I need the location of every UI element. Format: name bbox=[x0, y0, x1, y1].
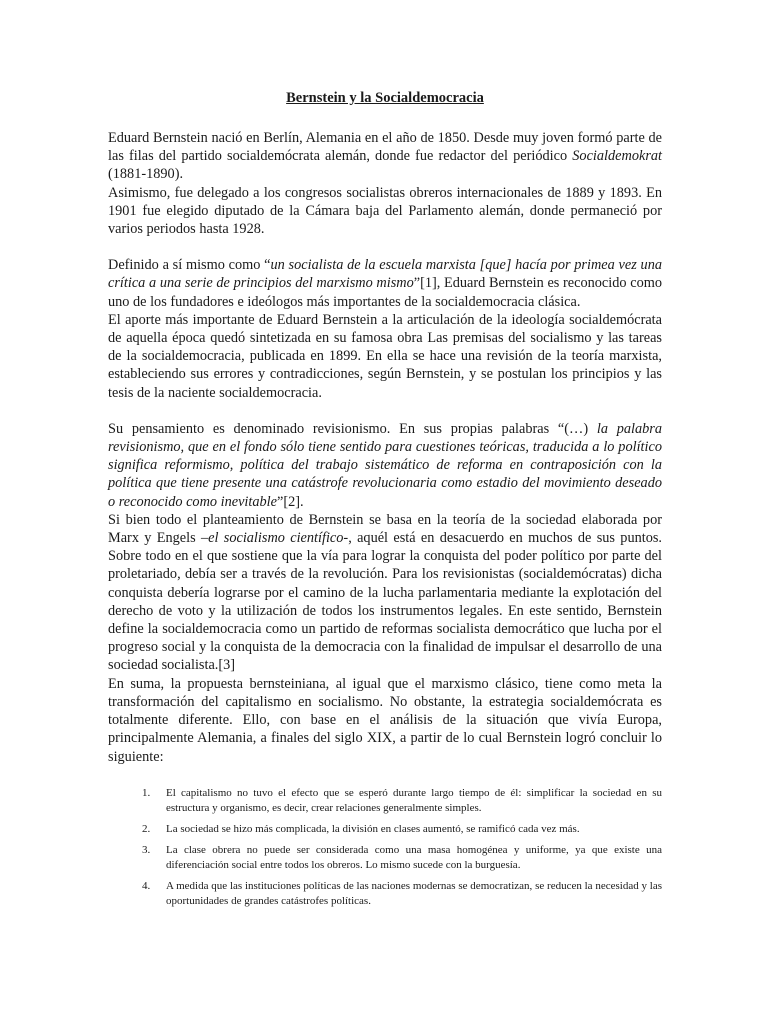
paragraph-spacer bbox=[108, 402, 662, 420]
paragraph-birth bbox=[108, 129, 662, 184]
paragraph-text: , aquél está en desacuerdo en muchos de sus puntos. Sobre todo en el que sostiene que la vía para lograr la conquista del poder político por parte del proletariado, debía ser a través de la revolución. Para los revisionistas (socialdemócratas) dicha conquista debería lograrse por el camino de la lucha parlamentaria mediante la explotación del derecho de voto y la utilización de todos los instrumentos legales. En este sentido, Bernstein define la socialdemocracia como un partido de reformas socialista democrático que lucha por el progreso social y la conquista de la democracia con la finalidad de impulsar el desarrollo de una sociedad socialista.[3] bbox=[108, 530, 662, 674]
paragraph-summary: En suma, la propuesta bernsteiniana, al igual que el marxismo clásico, tiene como meta la transformación del capitalismo en socialismo. No obstante, la estrategia socialdemócrata es totalmente diferente. Ello, con base en el análisis de la situación que vivía Europa, principalmente Alemania, a finales del siglo XIX, a partir de lo cual Bernstein logró concluir lo siguiente: bbox=[108, 675, 662, 765]
list-text: A medida que las instituciones políticas de las naciones modernas se democratizan, se reducen la necesidad y las oportunidades de grandes catástrofes políticas. bbox=[166, 879, 662, 907]
paragraph-text: ”[2]. bbox=[277, 493, 304, 510]
list-number: 3. bbox=[142, 843, 151, 856]
list-number: 4. bbox=[142, 879, 151, 892]
paragraph-definition bbox=[108, 256, 662, 311]
list-number: 2. bbox=[142, 822, 151, 835]
document-title: Bernstein y la Socialdemocracia bbox=[286, 90, 484, 106]
list-number: 1. bbox=[142, 786, 151, 799]
paragraph-marx-engels bbox=[108, 511, 662, 675]
document-body bbox=[108, 90, 662, 915]
term-italic: el socialismo científico- bbox=[208, 530, 349, 547]
paragraph-spacer bbox=[108, 238, 662, 256]
list-item bbox=[142, 843, 662, 873]
paragraph-text: Definido a sí mismo como “ bbox=[108, 257, 271, 274]
list-text: El capitalismo no tuvo el efecto que se esperó durante largo tiempo de él: simplificar la sociedad en su estructura y organismo, es decir, crear relaciones generalmente simples. bbox=[166, 786, 662, 814]
list-item bbox=[142, 786, 662, 816]
quote-italic: la palabra revisionismo, que en el fondo sólo tiene sentido para cuestiones teóricas, traducida a lo político significa reformismo, política del trabajo sistemático de reforma en contraposición con la política que tiene presente una catástrofe revolucionaria como estadio del movimiento deseado o reconocido como inevitable bbox=[108, 420, 662, 510]
paragraph-text: Eduard Bernstein nació en Berlín, Alemania en el año de 1850. Desde muy joven formó parte de las filas del partido socialdemócrata alemán, donde fue redactor del periódico bbox=[108, 130, 662, 165]
periodical-name: Socialdemokrat bbox=[572, 148, 662, 165]
list-item bbox=[142, 879, 662, 909]
paragraph-text: ”[1], Eduard Bernstein es reconocido como uno de los fundadores e ideólogos más importantes de la socialdemocracia clásica. bbox=[108, 275, 662, 310]
list-item bbox=[142, 822, 662, 837]
paragraph-text: Si bien todo el planteamiento de Bernstein se basa en la teoría de la sociedad elaborada por Marx y Engels – bbox=[108, 511, 662, 547]
paragraph-text: Su pensamiento es denominado revisionismo. En sus propias palabras “(…) bbox=[108, 420, 597, 437]
conclusions-list bbox=[142, 786, 662, 909]
list-text: La clase obrera no puede ser considerada como una masa homogénea y uniforme, ya que existe una diferenciación social entre todos los obreros. Lo mismo sucede con la burguesía. bbox=[166, 843, 662, 871]
paragraph-revisionism bbox=[108, 420, 662, 511]
list-text: La sociedad se hizo más complicada, la división en clases aumentó, se ramificó cada vez más. bbox=[166, 822, 580, 835]
paragraph-contribution: El aporte más importante de Eduard Bernstein a la articulación de la ideología socialdemócrata de aquella época quedó sintetizada en su famosa obra Las premisas del socialismo y las tareas de la socialdemocracia, publicada en 1899. En ella se hace una revisión de la teoría marxista, estableciendo sus errores y contradicciones, según Bernstein, y se postulan los principios y las tesis de la naciente socialdemocracia. bbox=[108, 311, 662, 401]
paragraph-text: (1881-1890). bbox=[108, 166, 184, 183]
quote-italic: un socialista de la escuela marxista [que] hacía por primea vez una crítica a una serie de principios del marxismo mismo bbox=[108, 257, 662, 292]
paragraph-delegate: Asimismo, fue delegado a los congresos socialistas obreros internacionales de 1889 y 1893. En 1901 fue elegido diputado de la Cámara baja del Parlamento alemán, donde permaneció por varios periodos hasta 1928. bbox=[108, 184, 662, 238]
